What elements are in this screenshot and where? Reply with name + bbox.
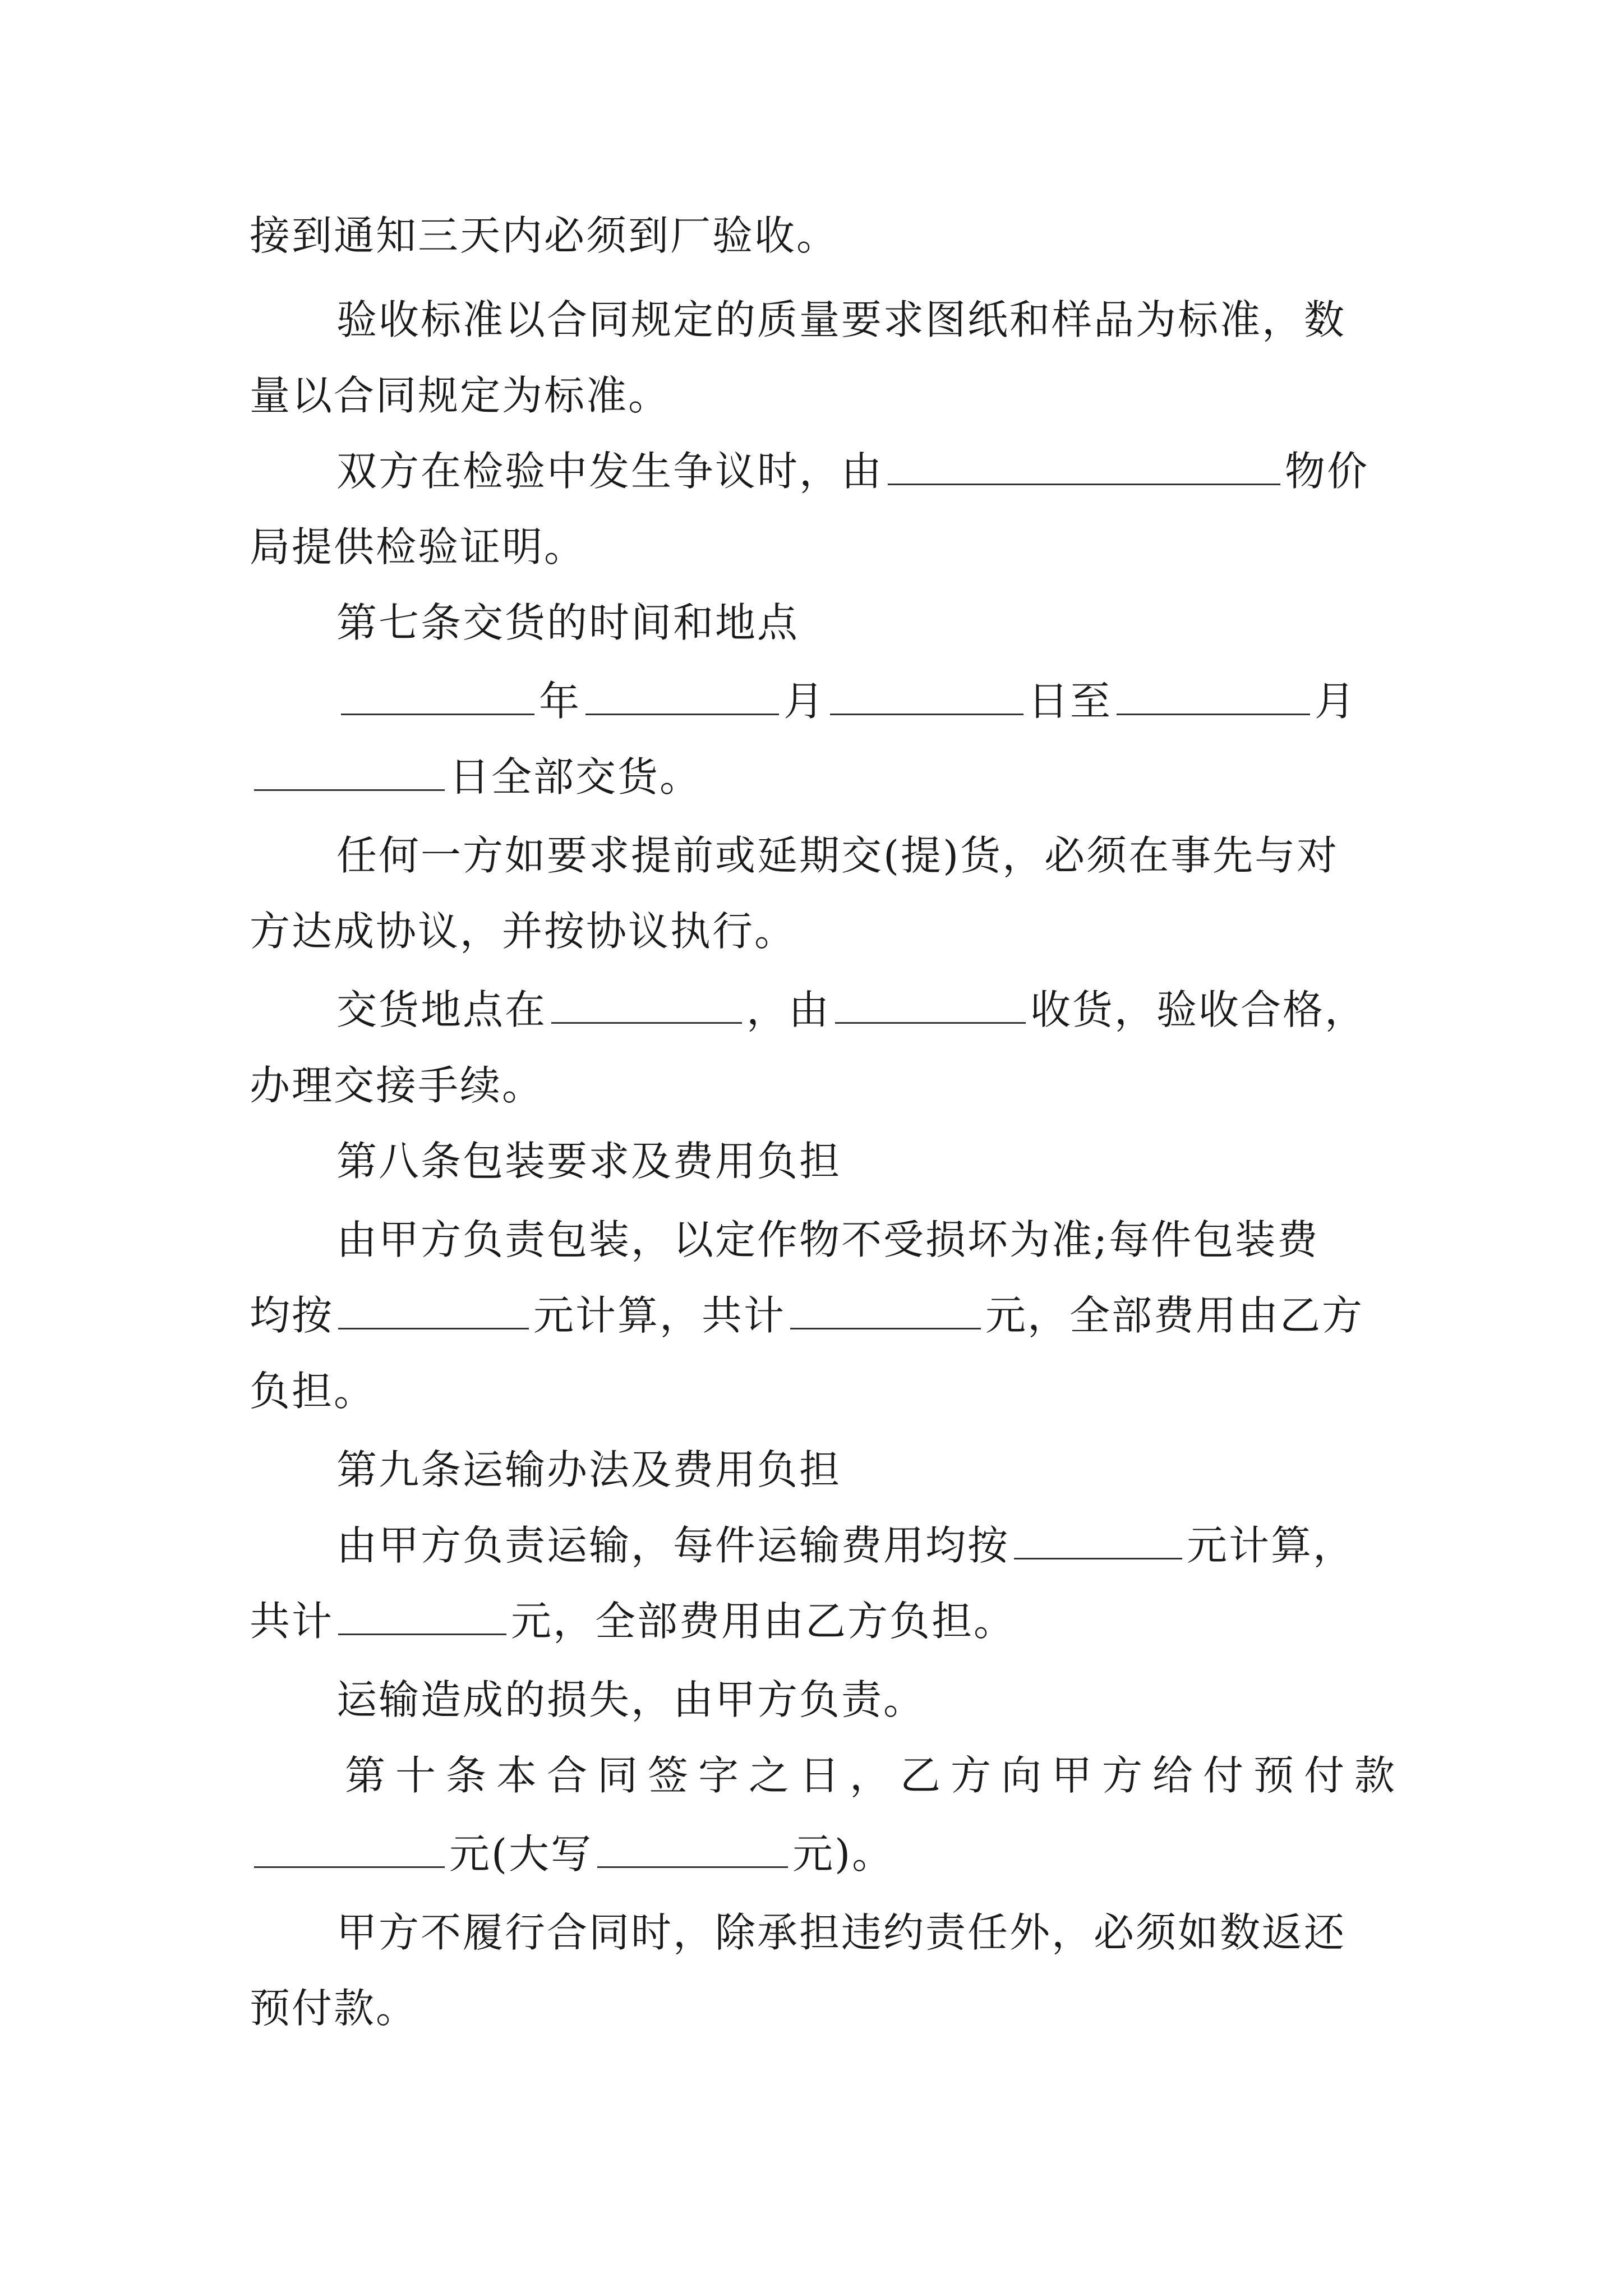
- fill-in-blank: [830, 677, 1023, 715]
- section-heading: 第七条交货的时间和地点: [336, 599, 800, 646]
- fill-in-blank: [551, 985, 742, 1024]
- fill-in-blank: [790, 1291, 981, 1329]
- text-line: 日全部交货。: [250, 749, 702, 805]
- section-heading: 第九条运输办法及费用负担: [336, 1446, 842, 1493]
- text-line: 验收标准以合同规定的质量要求图纸和样品为标准，数: [336, 296, 1347, 343]
- text-line: 共计 元，全部费用由乙方负担。: [250, 1598, 1016, 1645]
- text-line: 由甲方负责运输，每件运输费用均按 元计算，: [336, 1522, 1355, 1569]
- text-line: 接到通知三天内必须到厂验收。: [250, 212, 839, 259]
- fill-in-blank: [338, 1291, 529, 1329]
- text-line: 方达成协议，并按协议执行。: [250, 908, 797, 955]
- text-line: 运输造成的损失，由甲方负责。: [336, 1676, 926, 1723]
- text-line: 预付款。: [250, 1985, 418, 2032]
- section-heading: 第八条包装要求及费用负担: [336, 1138, 842, 1185]
- text-line: 由甲方负责包装，以定作物不受损坏为准;每件包装费: [336, 1216, 1320, 1263]
- fill-in-blank: [338, 1596, 506, 1635]
- text-line: 交货地点在 ，由 收货，验收合格，: [336, 986, 1367, 1033]
- text-line: 甲方不履行合同时，除承担违约责任外，必须如数返还: [336, 1909, 1347, 1956]
- fill-in-blank: [835, 985, 1026, 1024]
- fill-in-blank: [254, 752, 445, 791]
- fill-in-blank: [341, 677, 534, 715]
- fill-in-blank: [585, 677, 779, 715]
- fill-in-blank: [1117, 677, 1310, 715]
- text-line: 双方在检验中发生争议时，由 物价: [336, 448, 1370, 495]
- text-line: 年 月 日至 月: [336, 673, 1357, 729]
- section-heading: 第十条本合同签字之日，乙方向甲方给付预付款: [345, 1752, 1405, 1799]
- text-line: 局提供检验证明。: [250, 523, 587, 570]
- text-line: 均按 元计算，共计 元，全部费用由乙方: [250, 1292, 1364, 1339]
- text-line: 办理交接手续。: [250, 1062, 545, 1109]
- text-line: 负担。: [250, 1368, 376, 1415]
- text-line: 任何一方如要求提前或延期交(提)货，必须在事先与对: [336, 832, 1339, 879]
- fill-in-blank: [1014, 1521, 1182, 1559]
- fill-in-blank: [254, 1829, 445, 1868]
- text-line: 量以合同规定为标准。: [250, 372, 671, 419]
- fill-in-blank: [888, 447, 1280, 485]
- text-line: 元(大写 元)。: [250, 1826, 894, 1882]
- fill-in-blank: [597, 1829, 788, 1868]
